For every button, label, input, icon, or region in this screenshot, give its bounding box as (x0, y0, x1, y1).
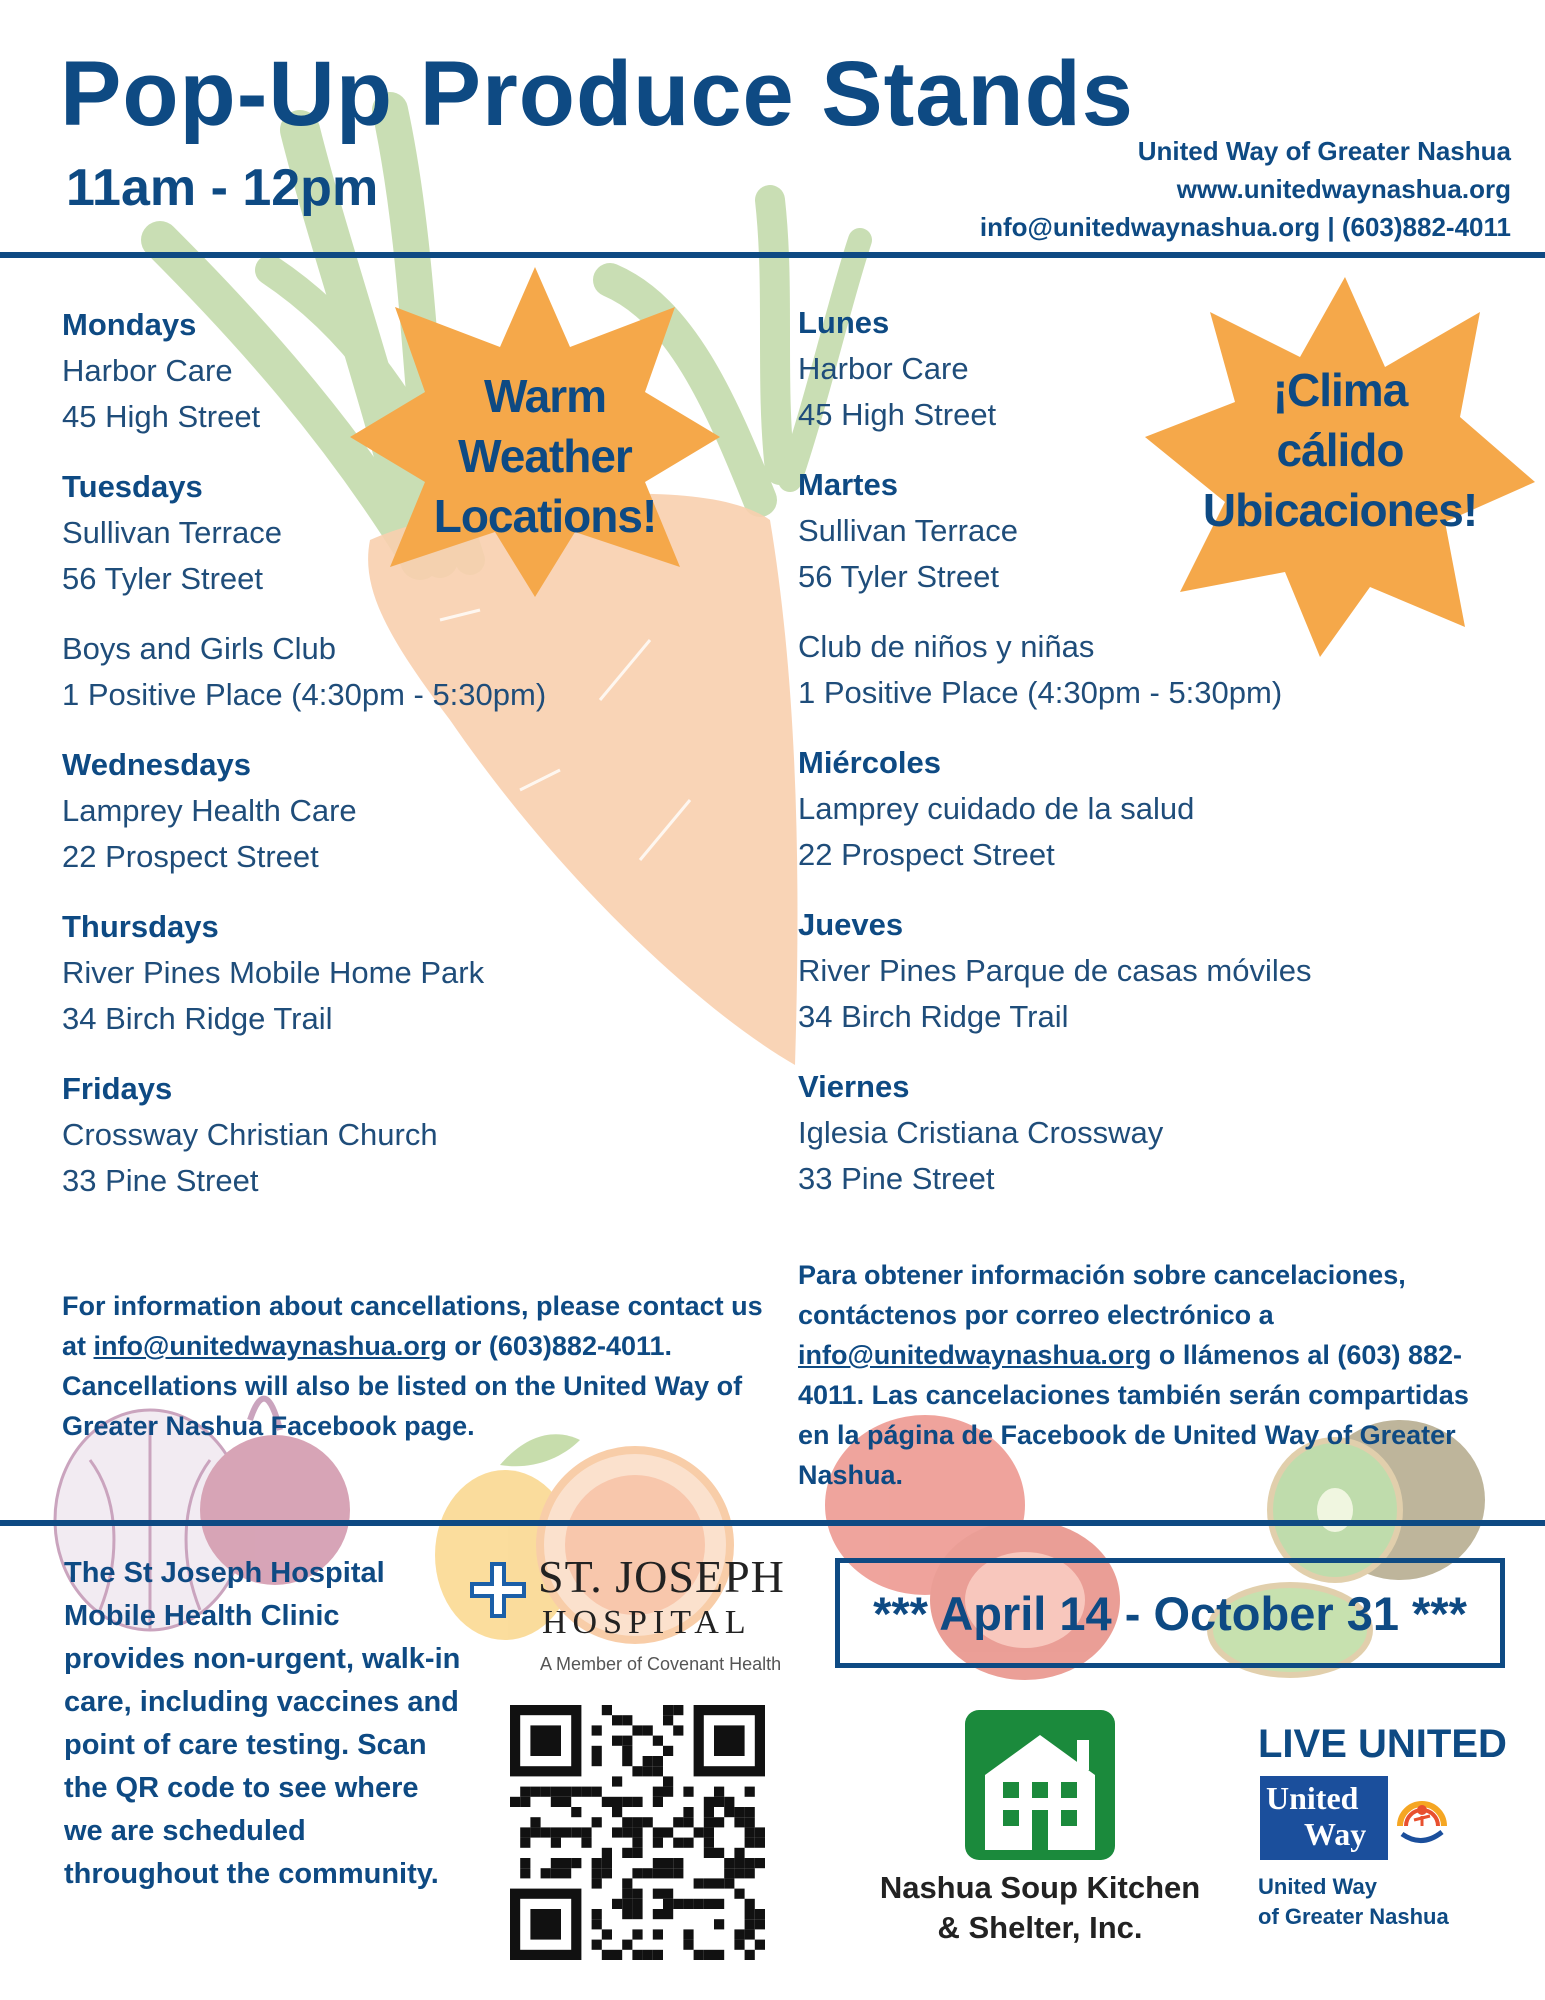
location-address: 56 Tyler Street (798, 559, 1000, 594)
day-friday: Fridays (62, 1071, 173, 1106)
day-lunes: Lunes (798, 305, 890, 340)
cancellation-note-spanish: Para obtener información sobre cancelaciones, contáctenos por correo electrónico a info@unitedwaynashua.org o llámenos al (603) 882-4011. Las cancelaciones también serán compartidas en la página de Facebook de United Way of Greater Nashua. (798, 1260, 1469, 1490)
hours: 11am - 12pm (66, 159, 379, 217)
day-miercoles: Miércoles (798, 745, 942, 780)
st-joseph-hospital: HOSPITAL (542, 1604, 752, 1641)
location-address: 22 Prospect Street (798, 837, 1055, 872)
soup-kitchen-name: Nashua Soup Kitchen & Shelter, Inc. (879, 1870, 1201, 1945)
location-address: 33 Pine Street (798, 1161, 995, 1196)
org-website[interactable]: www.unitedwaynashua.org (1176, 174, 1511, 204)
email-link[interactable]: info@unitedwaynashua.org (93, 1331, 447, 1361)
location-name: Lamprey Health Care (62, 793, 357, 828)
email-link[interactable]: info@unitedwaynashua.org (798, 1340, 1152, 1370)
day-tuesday: Tuesdays (62, 469, 203, 504)
day-thursday: Thursdays (62, 909, 219, 944)
clinic-description: The St Joseph Hospital Mobile Health Clinic provides non-urgent, walk-in care, including vaccines and point of care testing. Scan the QR code to see where we are scheduled throughout the community. (64, 1557, 461, 1890)
page-title: Pop-Up Produce Stands (60, 43, 1134, 145)
location-address: 45 High Street (62, 399, 261, 434)
house-icon (965, 1710, 1115, 1860)
footer-divider (0, 1520, 1545, 1526)
location-name: Harbor Care (62, 353, 233, 388)
schedule-english (62, 302, 762, 1204)
location-name: Harbor Care (798, 351, 969, 386)
schedule-spanish (798, 300, 1518, 1202)
location-address: 56 Tyler Street (62, 561, 264, 596)
live-united-title: LIVE UNITED (1258, 1722, 1507, 1766)
qr-code[interactable] (510, 1705, 765, 1960)
location-address: 34 Birch Ridge Trail (62, 1001, 333, 1036)
location-name: Sullivan Terrace (62, 515, 282, 550)
day-jueves: Jueves (798, 907, 904, 942)
st-joseph-tagline: A Member of Covenant Health (540, 1654, 782, 1674)
day-wednesday: Wednesdays (62, 747, 251, 782)
st-joseph-name: ST. JOSEPH (538, 1551, 785, 1602)
location-name: Lamprey cuidado de la salud (798, 791, 1195, 826)
united-way-subtitle: United Way of Greater Nashua (1258, 1874, 1449, 1929)
united-way-badge: United Way (1260, 1776, 1456, 1860)
star-text-english: Warm Weather Locations! (433, 370, 657, 542)
location-name: Club de niños y niñas (798, 629, 1095, 664)
location-name: River Pines Parque de casas móviles (798, 953, 1312, 988)
location-name: River Pines Mobile Home Park (62, 955, 485, 990)
day-viernes: Viernes (798, 1069, 910, 1104)
location-name: Iglesia Cristiana Crossway (798, 1115, 1164, 1150)
location-address: 34 Birch Ridge Trail (798, 999, 1069, 1034)
location-address: 22 Prospect Street (62, 839, 319, 874)
united-way-hand-icon (1394, 1786, 1450, 1850)
day-martes: Martes (798, 467, 898, 502)
header-divider (0, 252, 1545, 258)
location-name: Sullivan Terrace (798, 513, 1018, 548)
season-dates: *** April 14 - October 31 *** (835, 1558, 1505, 1668)
location-name: Crossway Christian Church (62, 1117, 438, 1152)
org-name: United Way of Greater Nashua (1137, 136, 1511, 166)
cancellation-note-english: For information about cancellations, please contact us at info@unitedwaynashua.org or (603)882-4011. Cancellations will also be listed on the United Way of Greater Nashua Facebook page. (62, 1291, 763, 1441)
location-name: Boys and Girls Club (62, 631, 336, 666)
hospital-cross-icon (470, 1562, 526, 1618)
location-address: 1 Positive Place (4:30pm - 5:30pm) (62, 677, 547, 712)
location-address: 1 Positive Place (4:30pm - 5:30pm) (798, 675, 1283, 710)
org-email-phone[interactable]: info@unitedwaynashua.org | (603)882-4011 (979, 212, 1511, 242)
day-monday: Mondays (62, 307, 197, 342)
org-contact-block (980, 132, 1511, 246)
location-address: 45 High Street (798, 397, 997, 432)
star-text-spanish: ¡Clima cálido Ubicaciones! (1202, 364, 1478, 536)
location-address: 33 Pine Street (62, 1163, 259, 1198)
st-joseph-logo (470, 1550, 810, 1680)
